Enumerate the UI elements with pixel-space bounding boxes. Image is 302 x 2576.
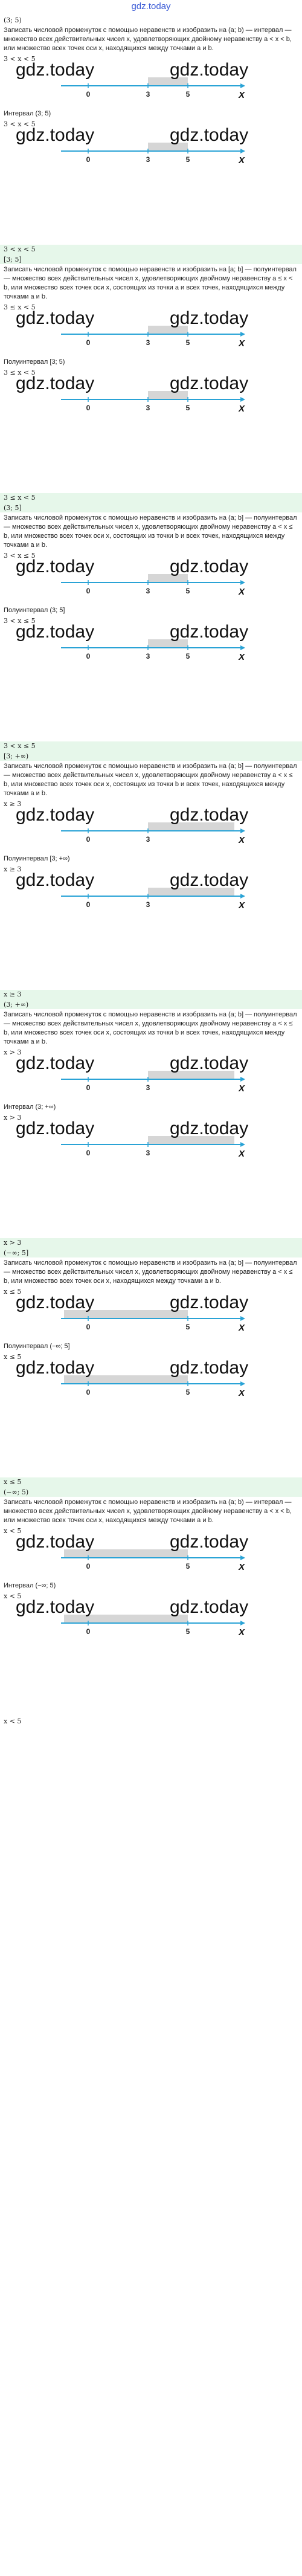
tick-label: 5 [185,1627,190,1636]
math-line: (3; 5] [4,504,22,512]
math-line: x > 3 [4,1239,22,1247]
axis-label: X [238,90,245,100]
task-description: Записать числовой промежуток с помощью неравенств и изобразить на [a; b] — полуинтервал — множество всех действительных чисел x, удовлетворяющих двойному неравенству a ≤ x < b, или множество всех точек оси x, состоящих из точки a и всех точек, находящихся между точками a и b. [4,266,297,300]
axis-arrow-icon [240,1316,245,1321]
watermark: gdz.today [16,557,95,576]
axis-label: X [238,1083,245,1094]
axis-arrow-icon [240,1555,245,1560]
number-line [4,373,298,421]
task-description: Записать числовой промежуток с помощью неравенств и изобразить на (a; b) — интервал — множество всех действительных чисел x, удовлетворяющих двойному неравенству a < x < b, или множество всех точек оси x, находящихся между точками a и b. [4,1499,292,1524]
watermark: gdz.today [170,308,249,328]
task-section [0,16,302,244]
math-line: 3 < x ≤ 5 [4,617,36,625]
watermark: gdz.today [170,1358,249,1378]
watermark: gdz.today [16,1597,95,1617]
interval-caption: Полуинтервал [3; +∞) [4,855,70,862]
task-description: Записать числовой промежуток с помощью неравенств и изобразить на (a; b] — полуинтервал — множество всех действительных чисел x, удовлетворяющих двойному неравенству a < x ≤ b, или множество всех точек оси x, состоящих из точки b и всех точек, находящихся между точками a и b. [4,763,297,797]
watermark: gdz.today [170,870,249,890]
tick-label: 3 [146,155,150,164]
number-line [4,1358,298,1405]
task-section [0,1477,302,1716]
interval-shade [148,574,188,583]
tick-label: 3 [146,900,150,909]
tick-label: 5 [185,1388,190,1396]
tick-label: 0 [86,1627,91,1636]
watermark: gdz.today [170,1597,249,1617]
watermark: gdz.today [16,622,95,642]
number-line [4,308,298,355]
axis-label: X [238,900,245,911]
answer-header [4,16,298,25]
interval-shade [148,143,188,151]
number-line [4,60,298,107]
number-line-svg [4,1058,298,1100]
number-line-svg [4,313,298,355]
math-line: x > 3 [4,1114,22,1122]
interval-shade [148,326,188,334]
axis-label: X [238,404,245,414]
axis-label: X [238,835,245,845]
tick-label: 0 [86,1562,91,1570]
axis-arrow-icon [240,83,245,88]
watermark: gdz.today [170,125,249,145]
math-line: 3 < x < 5 [4,55,36,63]
number-line-svg [4,627,298,669]
axis-arrow-icon [240,580,245,585]
interval-shade [148,639,188,648]
axis-label: X [238,1323,245,1333]
math-line: (−∞; 5) [4,1488,29,1496]
number-line [4,622,298,669]
interval-caption: Полуинтервал [3; 5) [4,358,65,366]
number-line [4,1597,298,1644]
interval-shade [148,391,188,399]
task-description: Записать числовой промежуток с помощью неравенств и изобразить на (a; b] — полуинтервал — множество всех действительных чисел x, удовлетворяющих двойному неравенству a < x ≤ b, или множество всех точек оси x, состоящих из точки b и всех точек, находящихся между точками a и b. [4,1011,297,1045]
number-line-svg [4,1297,298,1340]
number-line [4,1119,298,1166]
tick-label: 0 [86,1083,91,1092]
tick-label: 5 [185,338,190,347]
math-line: (3; 5) [4,16,22,24]
task-description: Записать числовой промежуток с помощью неравенств и изобразить на (a; b] — полуинтервал — множество всех действительных чисел x, удовлетворяющих двойному неравенству a < x ≤ b, или множество всех точек оси x, состоящих из точки b и всех точек, находящихся между точками a и b. [4,514,297,549]
watermark: gdz.today [16,373,95,393]
interval-shade [148,822,234,831]
task-section [0,990,302,1237]
tick-label: 3 [146,587,150,595]
tick-label: 5 [185,155,190,164]
number-line [4,557,298,604]
task-section [0,1238,302,1476]
axis-arrow-icon [240,894,245,899]
axis-arrow-icon [240,397,245,402]
watermark: gdz.today [170,373,249,393]
task-description: Записать числовой промежуток с помощью неравенств и изобразить на (a; b] — полуинтервал — множество всех действительных чисел x, удовлетворяющих двойному неравенству a < x ≤ b, или множество всех точек оси x, находящихся между точками a и b. [4,1259,297,1285]
answer-header [0,245,302,264]
watermark: gdz.today [16,125,95,145]
tick-label: 5 [185,404,190,412]
watermark: gdz.today [16,870,95,890]
math-line: x ≥ 3 [4,990,22,998]
math-line: x < 5 [4,1717,22,1725]
answer-header [0,990,302,1009]
tick-label: 0 [86,338,91,347]
interval-shade [64,1615,188,1623]
answer-header [0,1238,302,1257]
interval-shade [148,1071,234,1079]
axis-label: X [238,652,245,662]
tick-label: 5 [185,90,190,98]
task-description: Записать числовой промежуток с помощью неравенств и изобразить на (a; b) — интервал — множество всех действительных чисел x, удовлетворяющих двойному неравенству a < x < b, или множество всех точек оси x, находящихся между точками a и b. [4,27,292,52]
axis-label: X [238,338,245,349]
watermark: gdz.today [170,60,249,80]
math-line: 3 ≤ x < 5 [4,303,36,311]
tick-label: 3 [146,404,150,412]
watermark: gdz.today [170,805,249,825]
answer-header [0,493,302,512]
axis-label: X [238,155,245,166]
watermark: gdz.today [16,805,95,825]
math-line: x ≥ 3 [4,800,22,808]
axis-arrow-icon [240,1621,245,1625]
axis-arrow-icon [240,1381,245,1386]
watermark: gdz.today [170,1532,249,1552]
math-line: 3 ≤ x < 5 [4,494,36,502]
interval-caption: Полуинтервал (3; 5] [4,607,65,614]
footer [0,1717,302,1726]
axis-arrow-icon [240,149,245,153]
number-line-svg [4,1363,298,1405]
interval-caption: Интервал (3; +∞) [4,1103,56,1111]
axis-label: X [238,1562,245,1572]
math-line: [3; +∞) [4,752,29,760]
spacer [4,172,298,244]
watermark: gdz.today [170,1293,249,1312]
math-line: 3 ≤ x < 5 [4,369,36,376]
number-line [4,870,298,917]
watermark: gdz.today [16,308,95,328]
interval-shade [148,888,234,896]
tick-label: 3 [146,338,150,347]
math-line: x > 3 [4,1048,22,1056]
watermark: gdz.today [16,1532,95,1552]
answer-header [0,741,302,761]
math-line: (3; +∞) [4,1001,29,1009]
math-line: x < 5 [4,1592,22,1600]
interval-caption: Полуинтервал (−∞; 5] [4,1343,70,1350]
watermark: gdz.today [170,1053,249,1073]
axis-arrow-icon [240,828,245,833]
interval-shade [148,1136,234,1144]
number-line-svg [4,1123,298,1166]
watermark: gdz.today [16,1053,95,1073]
spacer [4,1166,298,1237]
tick-label: 3 [146,652,150,660]
tick-label: 3 [146,1149,150,1157]
number-line-svg [4,1537,298,1579]
axis-label: X [238,1149,245,1159]
math-line: x ≤ 5 [4,1353,22,1361]
tick-label: 5 [185,587,190,595]
tick-label: 3 [146,90,150,98]
tick-label: 0 [86,835,91,844]
math-line: x < 5 [4,1527,22,1535]
math-line: x ≥ 3 [4,865,22,873]
watermark: gdz.today [16,60,95,80]
tick-label: 3 [146,1083,150,1092]
tick-label: 3 [146,835,150,844]
math-line: 3 < x < 5 [4,245,36,253]
number-line [4,805,298,852]
tick-label: 0 [86,652,91,660]
tick-label: 0 [86,900,91,909]
interval-caption: Интервал (3; 5) [4,110,51,117]
tick-label: 0 [86,155,91,164]
number-line [4,1053,298,1100]
spacer [4,917,298,989]
interval-shade [148,77,188,86]
number-line [4,1293,298,1340]
tick-label: 5 [185,1323,190,1331]
content [0,16,302,1726]
math-line: 3 < x ≤ 5 [4,552,36,560]
math-line: x ≤ 5 [4,1288,22,1296]
math-line: x ≤ 5 [4,1478,22,1486]
number-line-svg [4,810,298,852]
math-line: 3 < x ≤ 5 [4,742,36,750]
watermark: gdz.today [16,1293,95,1312]
number-line [4,1532,298,1579]
tick-label: 0 [86,1149,91,1157]
spacer [4,669,298,740]
number-line-svg [4,561,298,604]
task-section [0,245,302,492]
watermark: gdz.today [16,1358,95,1378]
number-line-svg [4,875,298,917]
math-line: (−∞; 5] [4,1249,29,1257]
watermark: gdz.today [170,557,249,576]
number-line-svg [4,130,298,172]
number-line-svg [4,1602,298,1644]
axis-arrow-icon [240,1077,245,1082]
axis-arrow-icon [240,332,245,337]
axis-label: X [238,587,245,597]
task-section [0,493,302,740]
tick-label: 5 [185,1562,190,1570]
spacer [4,421,298,492]
tick-label: 0 [86,1388,91,1396]
spacer [4,1644,298,1716]
interval-shade [64,1549,188,1558]
task-section [0,741,302,989]
number-line-svg [4,65,298,107]
watermark: gdz.today [170,1119,249,1138]
interval-shade [64,1375,188,1384]
math-line: 3 < x < 5 [4,120,36,128]
axis-arrow-icon [240,645,245,650]
tick-label: 0 [86,90,91,98]
axis-arrow-icon [240,1142,245,1147]
tick-label: 5 [185,652,190,660]
watermark: gdz.today [16,1119,95,1138]
interval-shade [64,1310,188,1319]
spacer [4,1405,298,1476]
tick-label: 0 [86,587,91,595]
answer-header [0,1477,302,1497]
number-line-svg [4,378,298,421]
tick-label: 0 [86,1323,91,1331]
interval-caption: Интервал (−∞; 5) [4,1582,56,1589]
math-line: [3; 5] [4,256,22,263]
tick-label: 0 [86,404,91,412]
site-title[interactable]: gdz.today [131,1,171,11]
axis-label: X [238,1388,245,1398]
axis-label: X [238,1627,245,1638]
number-line [4,125,298,172]
watermark: gdz.today [170,622,249,642]
